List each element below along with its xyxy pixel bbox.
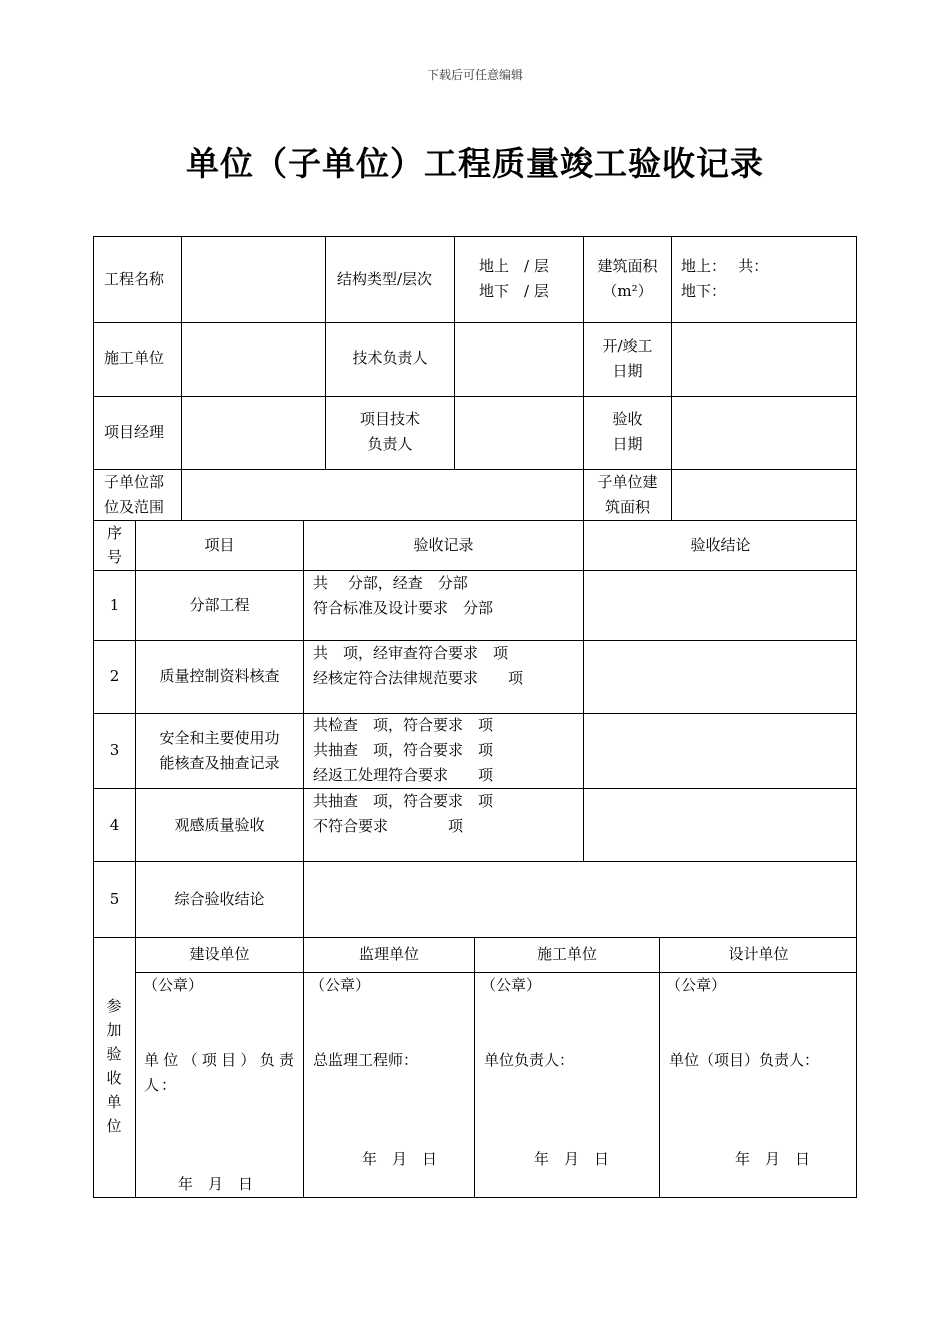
row-record-line: 经返工处理符合要求 项 <box>313 766 494 784</box>
signer-contractor: 单位负责人： <box>484 1051 575 1069</box>
row-record-line: 不符合要求 项 <box>313 817 464 835</box>
row-no: 5 <box>109 890 120 908</box>
row-record-line: 共 项，经审查符合要求 项 <box>313 644 509 662</box>
row-divider <box>93 469 857 470</box>
row-item: 安全和主要使用功 <box>159 729 280 747</box>
row-item-line-2: 能核查及抽查记录 <box>159 754 280 772</box>
row-record-line: 经核定符合法律规范要求 项 <box>313 669 524 687</box>
signer-designer: 单位（项目）负责人： <box>669 1051 820 1069</box>
unit-name-designer: 设计单位 <box>728 945 789 963</box>
date-supervisor: 年 月 日 <box>362 1150 438 1168</box>
project-tech-lead-label-2: 负责人 <box>367 435 413 453</box>
col-divider <box>659 937 660 1198</box>
signer-owner: 单位（项目）负责人： <box>144 1051 296 1094</box>
row-no: 3 <box>109 741 120 759</box>
start-end-date-label: 开/竣工 <box>602 337 653 355</box>
row-record-line: 共抽查 项，符合要求 项 <box>313 741 494 759</box>
date-owner: 年 月 日 <box>178 1175 254 1193</box>
row-divider <box>93 570 857 571</box>
structure-type-label: 结构类型/层次 <box>337 270 433 288</box>
col-divider <box>583 520 584 861</box>
row-record-line: 共检查 项，符合要求 项 <box>313 716 494 734</box>
col-divider <box>303 972 304 1198</box>
participants-side-label: 参 加 验 收 单 位 <box>106 997 122 1135</box>
sub-unit-scope-label-2: 位及范围 <box>104 498 165 516</box>
col-divider <box>135 520 136 1198</box>
col-divider <box>181 236 182 520</box>
row-no: 2 <box>109 667 120 685</box>
sub-unit-area-label-2: 筑面积 <box>604 498 650 516</box>
sub-unit-scope-label: 子单位部 <box>104 473 165 491</box>
floors-below: 地下 / 层 <box>479 282 549 300</box>
row-divider <box>93 861 857 862</box>
unit-name-owner: 建设单位 <box>189 945 250 963</box>
contractor-label: 施工单位 <box>104 349 165 367</box>
project-manager-label: 项目经理 <box>104 423 165 441</box>
unit-name-supervisor: 监理单位 <box>358 945 419 963</box>
area-above: 地上： 共： <box>681 257 769 275</box>
item-header: 项目 <box>204 536 235 554</box>
project-name-label: 工程名称 <box>104 270 165 288</box>
tech-lead-label: 技术负责人 <box>352 349 428 367</box>
unit-name-contractor: 施工单位 <box>536 945 597 963</box>
col-divider <box>671 236 672 520</box>
seal-contractor: （公章） <box>481 976 542 994</box>
document-title: 单位（子单位）工程质量竣工验收记录 <box>186 144 764 183</box>
acceptance-date-label-2: 日期 <box>612 435 643 453</box>
col-divider <box>303 520 304 972</box>
start-end-date-label-2: 日期 <box>612 362 643 380</box>
conclusion-header: 验收结论 <box>690 536 751 554</box>
row-divider <box>93 520 857 521</box>
row-no: 1 <box>109 596 120 614</box>
seal-owner: （公章） <box>143 976 204 994</box>
row-item: 分部工程 <box>189 596 250 614</box>
row-item: 质量控制资料核查 <box>159 667 280 685</box>
seal-designer: （公章） <box>666 976 727 994</box>
seal-supervisor: （公章） <box>310 976 371 994</box>
seq-header-2: 号 <box>106 548 122 566</box>
signer-supervisor: 总监理工程师： <box>313 1051 419 1069</box>
row-divider <box>93 937 857 938</box>
row-record-line: 共抽查 项，符合要求 项 <box>313 792 494 810</box>
row-record-line: 符合标准及设计要求 分部 <box>313 599 494 617</box>
acceptance-date-label: 验收 <box>612 410 643 428</box>
row-no: 4 <box>109 816 120 834</box>
col-divider <box>454 236 455 469</box>
date-designer: 年 月 日 <box>735 1150 811 1168</box>
seq-header: 序 <box>106 524 122 542</box>
building-area-label: 建筑面积 <box>597 257 658 275</box>
building-area-unit: （m²） <box>602 282 653 300</box>
date-contractor: 年 月 日 <box>534 1150 610 1168</box>
record-header: 验收记录 <box>413 536 474 554</box>
header-note: 下载后可任意编辑 <box>426 68 523 82</box>
project-tech-lead-label: 项目技术 <box>359 410 420 428</box>
col-divider <box>474 937 475 1198</box>
row-item: 综合验收结论 <box>174 890 265 908</box>
area-below: 地下： <box>681 282 727 300</box>
sub-unit-area-label: 子单位建 <box>597 473 658 491</box>
row-divider <box>93 396 857 397</box>
row-item: 观感质量验收 <box>174 816 265 834</box>
row-record-line: 共 分部，经查 分部 <box>313 574 468 592</box>
row-divider <box>93 322 857 323</box>
floors-above: 地上 / 层 <box>479 257 549 275</box>
